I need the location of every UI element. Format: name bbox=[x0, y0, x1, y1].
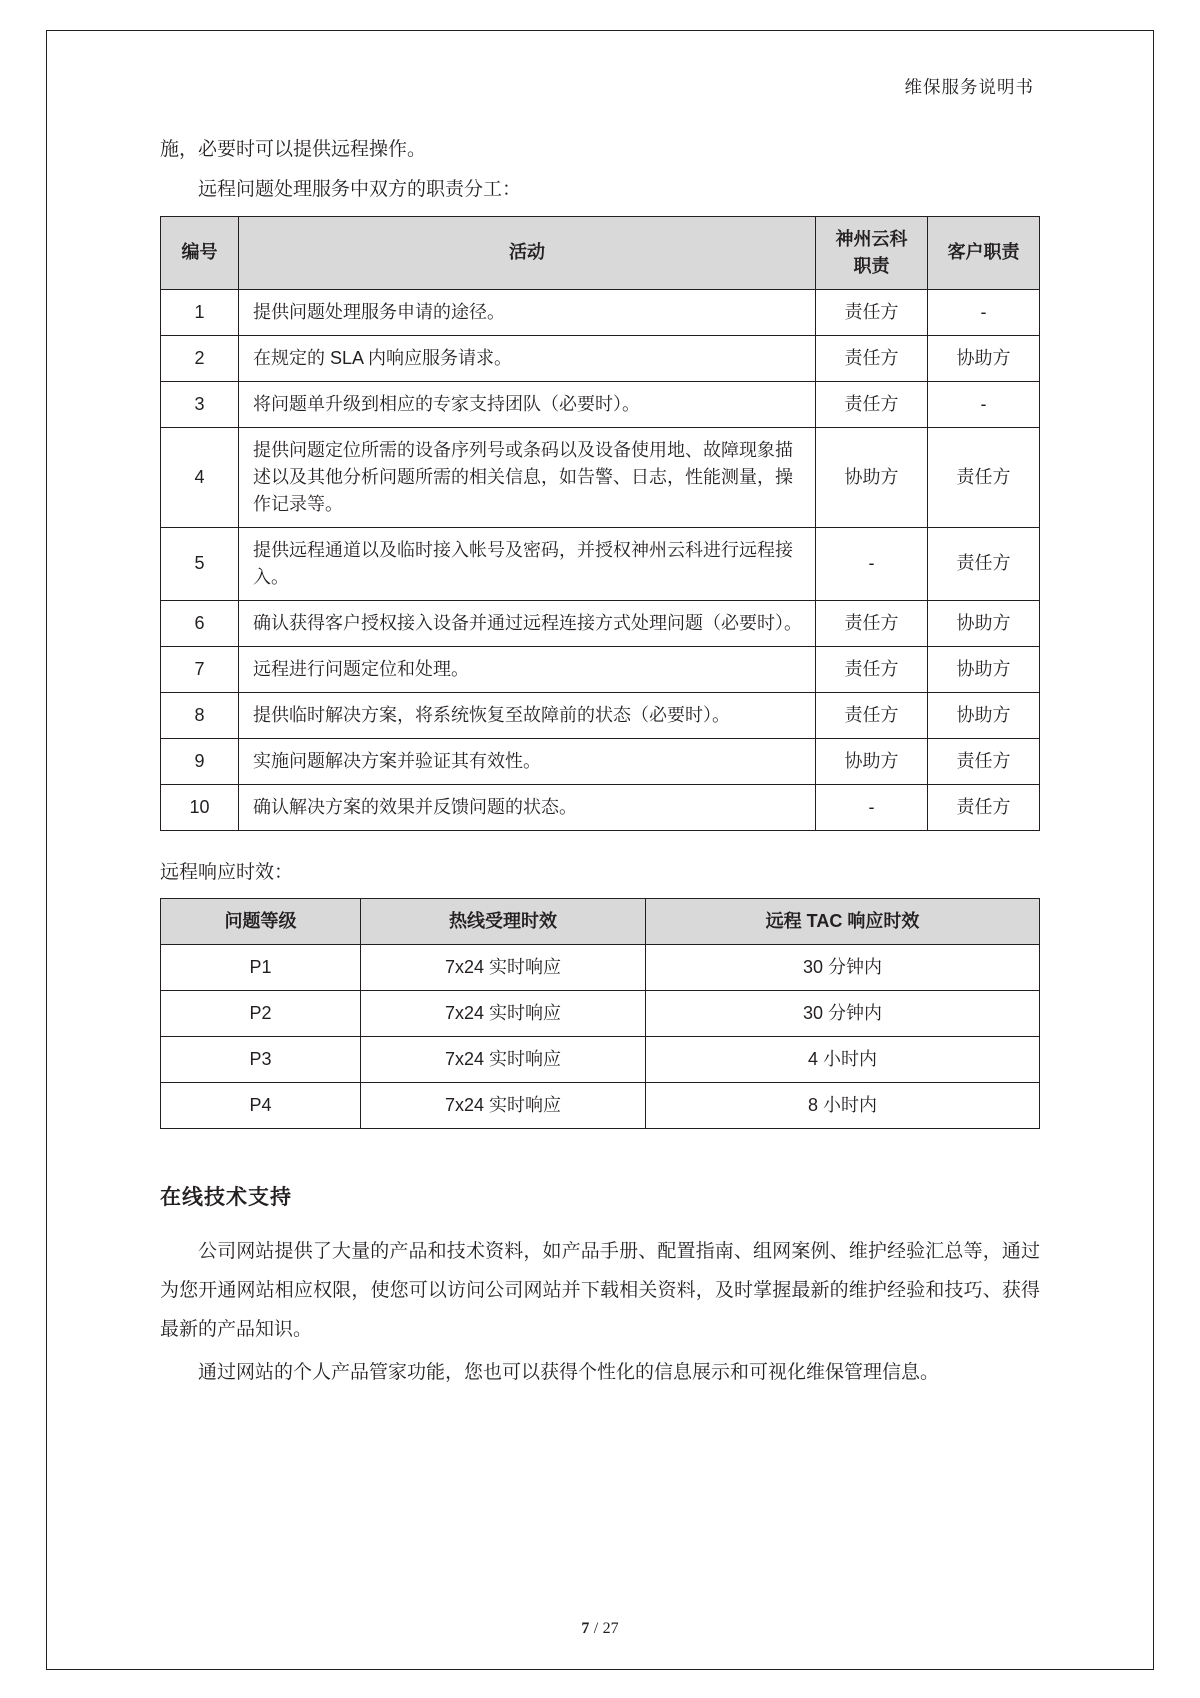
cell-hotline: 7x24 实时响应 bbox=[361, 990, 646, 1036]
sla-table-wrapper bbox=[160, 898, 1040, 1129]
cell-tac: 8 小时内 bbox=[646, 1082, 1040, 1128]
table-row bbox=[161, 738, 1040, 784]
cell-tac: 30 分钟内 bbox=[646, 944, 1040, 990]
footer-separator: / bbox=[593, 1620, 599, 1637]
cell-vendor: 责任方 bbox=[816, 646, 928, 692]
column-header-tac: 远程 TAC 响应时效 bbox=[646, 898, 1040, 944]
table-header-row bbox=[161, 898, 1040, 944]
cell-vendor: 协助方 bbox=[816, 738, 928, 784]
cell-hotline: 7x24 实时响应 bbox=[361, 1082, 646, 1128]
column-header-customer: 客户职责 bbox=[928, 216, 1040, 289]
cell-activity: 提供临时解决方案，将系统恢复至故障前的状态（必要时）。 bbox=[239, 692, 816, 738]
cell-no: 10 bbox=[161, 784, 239, 830]
sla-table bbox=[160, 898, 1040, 1129]
cell-tac: 4 小时内 bbox=[646, 1036, 1040, 1082]
column-header-vendor bbox=[816, 216, 928, 289]
cell-activity: 实施问题解决方案并验证其有效性。 bbox=[239, 738, 816, 784]
sla-table-body bbox=[161, 944, 1040, 1128]
online-support-paragraph-1: 公司网站提供了大量的产品和技术资料，如产品手册、配置指南、组网案例、维护经验汇总等，通过为您开通网站相应权限，使您可以访问公司网站并下载相关资料，及时掌握最新的维护经验和技巧、获得最新的产品知识。 bbox=[160, 1240, 1040, 1340]
page-content bbox=[60, 44, 1140, 1656]
sla-section-label: 远程响应时效： bbox=[160, 861, 294, 883]
cell-customer: - bbox=[928, 289, 1040, 335]
table-row bbox=[161, 289, 1040, 335]
sla-table-head bbox=[161, 898, 1040, 944]
column-header-level: 问题等级 bbox=[161, 898, 361, 944]
table-header-row bbox=[161, 216, 1040, 289]
table-row bbox=[161, 1036, 1040, 1082]
cell-vendor: 责任方 bbox=[816, 692, 928, 738]
table-row bbox=[161, 692, 1040, 738]
cell-no: 4 bbox=[161, 427, 239, 527]
cell-tac: 30 分钟内 bbox=[646, 990, 1040, 1036]
cell-level: P2 bbox=[161, 990, 361, 1036]
cell-no: 5 bbox=[161, 527, 239, 600]
cell-customer: 协助方 bbox=[928, 600, 1040, 646]
table-row bbox=[161, 381, 1040, 427]
cell-customer: 责任方 bbox=[928, 427, 1040, 527]
cell-level: P1 bbox=[161, 944, 361, 990]
cell-activity: 远程进行问题定位和处理。 bbox=[239, 646, 816, 692]
intro-line-1: 施，必要时可以提供远程操作。 bbox=[160, 139, 427, 160]
cell-no: 6 bbox=[161, 600, 239, 646]
roles-table bbox=[160, 216, 1040, 831]
cell-activity: 确认解决方案的效果并反馈问题的状态。 bbox=[239, 784, 816, 830]
cell-no: 7 bbox=[161, 646, 239, 692]
column-header-vendor-line1: 神州云科 bbox=[835, 228, 908, 249]
intro-line-2: 远程问题处理服务中双方的职责分工： bbox=[198, 179, 522, 201]
cell-hotline: 7x24 实时响应 bbox=[361, 944, 646, 990]
column-header-activity: 活动 bbox=[239, 216, 816, 289]
cell-vendor: 责任方 bbox=[816, 289, 928, 335]
cell-activity: 提供问题处理服务申请的途径。 bbox=[239, 289, 816, 335]
cell-customer: 责任方 bbox=[928, 738, 1040, 784]
roles-table-head bbox=[161, 216, 1040, 289]
cell-vendor: 责任方 bbox=[816, 335, 928, 381]
table-row bbox=[161, 944, 1040, 990]
column-header-vendor-line2: 职责 bbox=[853, 255, 890, 276]
cell-hotline: 7x24 实时响应 bbox=[361, 1036, 646, 1082]
cell-activity: 在规定的 SLA 内响应服务请求。 bbox=[239, 335, 816, 381]
cell-no: 9 bbox=[161, 738, 239, 784]
section-heading-online-support: 在线技术支持 bbox=[160, 1185, 292, 1209]
cell-customer: 协助方 bbox=[928, 692, 1040, 738]
table-row bbox=[161, 335, 1040, 381]
cell-no: 1 bbox=[161, 289, 239, 335]
cell-vendor: - bbox=[816, 784, 928, 830]
footer-total-pages: 27 bbox=[602, 1620, 619, 1637]
table-row bbox=[161, 646, 1040, 692]
cell-no: 3 bbox=[161, 381, 239, 427]
cell-level: P4 bbox=[161, 1082, 361, 1128]
cell-customer: - bbox=[928, 381, 1040, 427]
roles-table-body bbox=[161, 289, 1040, 830]
cell-level: P3 bbox=[161, 1036, 361, 1082]
cell-no: 8 bbox=[161, 692, 239, 738]
cell-activity: 将问题单升级到相应的专家支持团队（必要时）。 bbox=[239, 381, 816, 427]
roles-table-wrapper bbox=[160, 216, 1040, 831]
table-row bbox=[161, 990, 1040, 1036]
table-row bbox=[161, 1082, 1040, 1128]
page-footer bbox=[0, 1620, 1200, 1638]
cell-vendor: 责任方 bbox=[816, 381, 928, 427]
cell-no: 2 bbox=[161, 335, 239, 381]
table-row bbox=[161, 527, 1040, 600]
table-row bbox=[161, 600, 1040, 646]
cell-activity: 提供问题定位所需的设备序列号或条码以及设备使用地、故障现象描述以及其他分析问题所需的相关信息，如告警、日志，性能测量，操作记录等。 bbox=[239, 427, 816, 527]
cell-activity: 提供远程通道以及临时接入帐号及密码，并授权神州云科进行远程接入。 bbox=[239, 527, 816, 600]
column-header-hotline: 热线受理时效 bbox=[361, 898, 646, 944]
column-header-no: 编号 bbox=[161, 216, 239, 289]
online-support-paragraph-2: 通过网站的个人产品管家功能，您也可以获得个性化的信息展示和可视化维保管理信息。 bbox=[198, 1361, 940, 1383]
footer-page-number: 7 bbox=[581, 1620, 590, 1637]
table-row bbox=[161, 427, 1040, 527]
table-row bbox=[161, 784, 1040, 830]
cell-activity: 确认获得客户授权接入设备并通过远程连接方式处理问题（必要时）。 bbox=[239, 600, 816, 646]
cell-customer: 责任方 bbox=[928, 784, 1040, 830]
cell-vendor: - bbox=[816, 527, 928, 600]
cell-vendor: 责任方 bbox=[816, 600, 928, 646]
cell-customer: 协助方 bbox=[928, 646, 1040, 692]
cell-customer: 责任方 bbox=[928, 527, 1040, 600]
cell-customer: 协助方 bbox=[928, 335, 1040, 381]
document-header-title: 维保服务说明书 bbox=[904, 77, 1034, 97]
cell-vendor: 协助方 bbox=[816, 427, 928, 527]
